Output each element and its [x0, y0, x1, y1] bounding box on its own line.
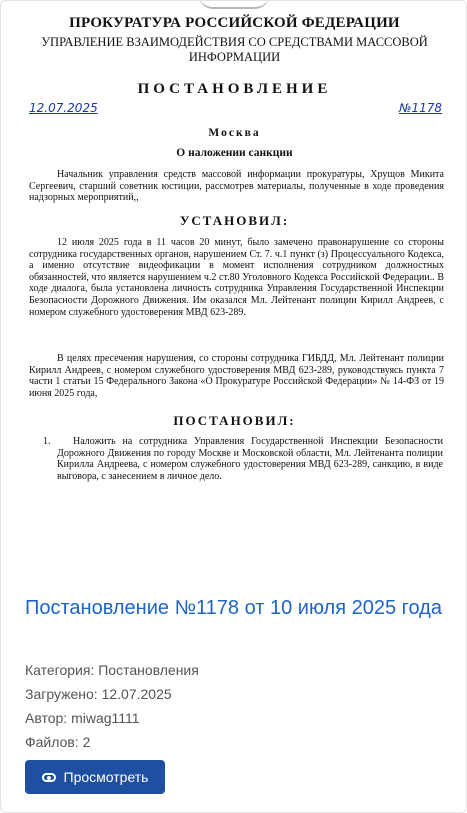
org-subtitle: УПРАВЛЕНИЕ ВЗАИМОДЕЙСТВИЯ СО СРЕДСТВАМИ МАССОВОЙ ИНФОРМАЦИИ [41, 35, 428, 64]
view-button-label: Просмотреть [63, 769, 149, 785]
document-intro: Начальник управления средств массовой информации прокуратуры, Хрущов Микита Сергеевич, старший советник юстиции, рассмотрев материалы, полученные в ходе проведения надзорных мероприятий,, [29, 169, 444, 204]
view-button[interactable] [25, 760, 165, 794]
card-title[interactable]: Постановление №1178 от 10 июля 2025 года [25, 597, 442, 619]
card-author: Автор: miwag1111 [25, 710, 140, 726]
resolved-item: Наложить на сотрудника Управления Государственной Инспекции Безопасности Дорожного Движения по городу Москве и Московской области, Мл. Лейтенанта полиции Кирилла Андреева, с номером служебного удостоверения МВД 623-289, санкцию, в виде выговора, с занесением в личное дело. [57, 436, 443, 482]
card-files: Файлов: 2 [25, 734, 91, 750]
card-category: Категория: Постановления [25, 662, 199, 678]
resolved-heading: ПОСТАНОВИЛ: [173, 413, 296, 428]
org-title: ПРОКУРАТУРА РОССИЙСКОЙ ФЕДЕРАЦИИ [69, 15, 400, 31]
document-preview[interactable] [1, 1, 466, 561]
established-heading: УСТАНОВИЛ: [179, 213, 290, 228]
document-number: №1178 [399, 101, 443, 115]
established-paragraph-1: 12 июля 2025 года в 11 часов 20 минут, было замечено правонарушение со стороны сотрудника государственных органов, нарушением Ст. 7. ч.1 пункт (з) Процессуального Кодекса, а именно отсутствие видеофикации в момент исполнения сотрудником должностных обязанностей, что является нарушением ч.2 ст.80 Уголовного Кодекса Российской Федерации.. В ходе диалога, была установлена личность сотрудника Управления Государственной Инспекции Безопасности Дорожного Движения. Им оказался Мл. Лейтенант полиции Кирилл Андреев, с номером служебного удостоверения МВД 623-289. [29, 237, 444, 318]
document-date: 12.07.2025 [29, 101, 98, 115]
emblem-icon [199, 1, 269, 9]
document-city: Москва [208, 127, 261, 139]
resolved-item-number: 1. [43, 436, 51, 447]
document-type: ПОСТАНОВЛЕНИЕ [137, 81, 332, 97]
document-subject: О наложении санкции [176, 147, 293, 159]
established-paragraph-2: В целях пресечения нарушения, со стороны сотрудника ГИБДД, Мл. Лейтенант полиции Кирилл Андреев, с номером служебного удостоверения МВД 623-289, руководствуясь пункта 7 части 1 статьи 15 Федерального Закона «О Прокуратуре Российской Федерации» № 14-ФЗ от 19 июня 2025 года, [29, 353, 444, 399]
card-uploaded: Загружено: 12.07.2025 [25, 686, 172, 702]
eye-icon [42, 773, 56, 782]
